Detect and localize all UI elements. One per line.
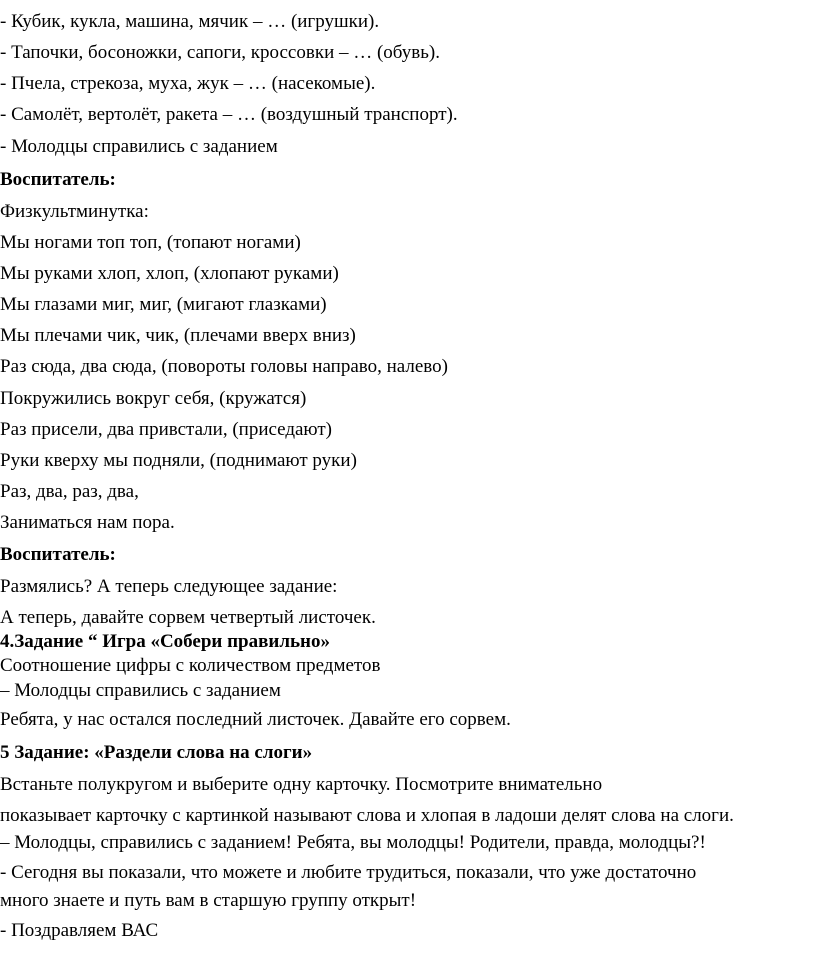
text-line: Соотношение цифры с количеством предметов (0, 655, 381, 676)
text-line: Мы ногами топ топ, (топают ногами) (0, 232, 301, 253)
task-heading: 4.Задание “ Игра «Собери правильно» (0, 631, 330, 652)
text-line: Раз присели, два привстали, (приседают) (0, 419, 333, 440)
text-line: - Кубик, кукла, машина, мячик – … (игрушки). (0, 11, 380, 32)
text-line: - Тапочки, босоножки, сапоги, кроссовки – … (обувь). (0, 42, 440, 63)
text-line: Раз, два, раз, два, (0, 481, 139, 502)
text-line: - Пчела, стрекоза, муха, жук – … (насекомые). (0, 73, 376, 94)
text-line: много знаете и путь вам в старшую группу открыт! (0, 890, 417, 911)
text-line: Заниматься нам пора. (0, 512, 175, 533)
text-line: – Молодцы, справились с заданием! Ребята, вы молодцы! Родители, правда, молодцы?! (0, 832, 706, 853)
text-line: - Самолёт, вертолёт, ракета – … (воздушный транспорт). (0, 104, 458, 125)
text-line: показывает карточку с картинкой называют слова и хлопая в ладоши делят слова на слоги. (0, 805, 734, 826)
text-line: Руки кверху мы подняли, (поднимают руки) (0, 450, 357, 471)
text-line: А теперь, давайте сорвем четвертый листочек. (0, 607, 376, 628)
text-line: - Сегодня вы показали, что можете и любите трудиться, показали, что уже достаточно (0, 862, 697, 883)
text-line: Размялись? А теперь следующее задание: (0, 576, 338, 597)
text-line: Мы плечами чик, чик, (плечами вверх вниз) (0, 325, 356, 346)
text-line: - Молодцы справились с заданием (0, 136, 278, 157)
task-heading: 5 Задание: «Раздели слова на слоги» (0, 742, 313, 763)
text-line: Встаньте полукругом и выберите одну карточку. Посмотрите внимательно (0, 774, 603, 795)
speaker-heading: Воспитатель: (0, 544, 116, 565)
text-line: - Поздравляем ВАС (0, 920, 159, 941)
text-line: Раз сюда, два сюда, (повороты головы направо, налево) (0, 356, 448, 377)
text-line: – Молодцы справились с заданием (0, 680, 281, 701)
text-line: Ребята, у нас остался последний листочек. Давайте его сорвем. (0, 709, 511, 730)
speaker-heading: Воспитатель: (0, 169, 116, 190)
text-line: Покружились вокруг себя, (кружатся) (0, 388, 307, 409)
text-line: Мы руками хлоп, хлоп, (хлопают руками) (0, 263, 339, 284)
text-line: Мы глазами миг, миг, (мигают глазками) (0, 294, 327, 315)
section-title: Физкультминутка: (0, 201, 149, 222)
